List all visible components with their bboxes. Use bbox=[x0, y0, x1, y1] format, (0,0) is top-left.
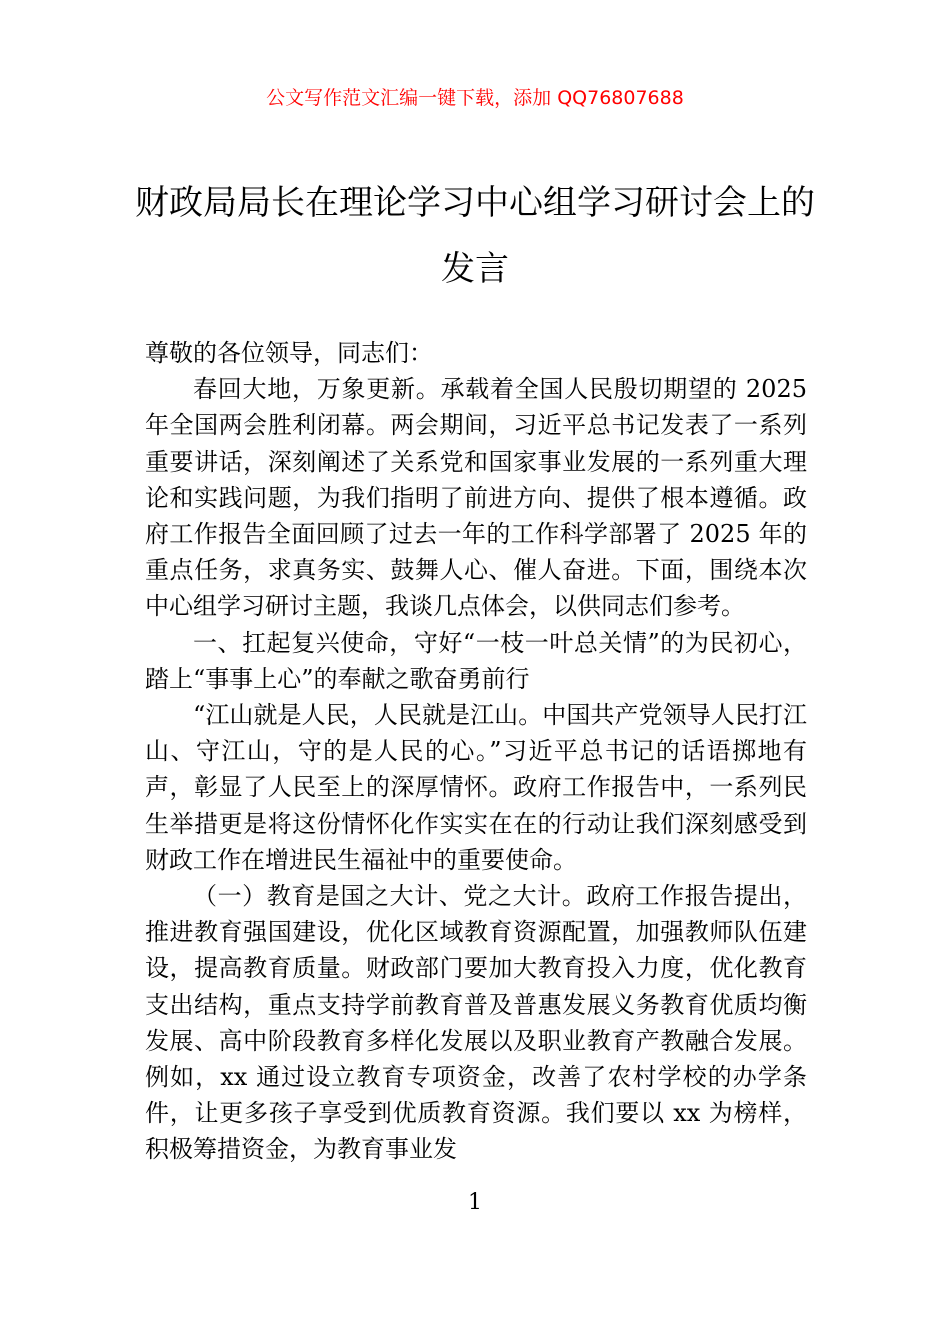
download-note: 公文写作范文汇编一键下载，添加 QQ76807688 bbox=[266, 87, 684, 109]
salutation: 尊敬的各位领导，同志们： bbox=[145, 339, 433, 367]
document-body bbox=[145, 335, 807, 1168]
paragraph-intro: 春回大地，万象更新。承载着全国人民殷切期望的 2025 年全国两会胜利闭幕。两会期间，习近平总书记发表了一系列重要讲话，深刻阐述了关系党和国家事业发展的一系列重大理论和实践问题，为我们指明了前进方向、提供了根本遵循。政府工作报告全面回顾了过去一年的工作科学部署了 2025 年的重点任务，求真务实、鼓舞人心、催人奋进。下面，围绕本次中心组学习研讨主题，我谈几点体会，以供同志们参考。 bbox=[145, 375, 807, 621]
paragraph-quote: “江山就是人民，人民就是江山。中国共产党领导人民打江山、守江山，守的是人民的心。”习近平总书记的话语掷地有声，彰显了人民至上的深厚情怀。政府工作报告中，一系列民生举措更是将这份情怀化作实实在在的行动让我们深刻感受到财政工作在增进民生福祉中的重要使命。 bbox=[145, 701, 807, 874]
page-number: 1 bbox=[468, 1190, 482, 1215]
section-heading-1: 一、扛起复兴使命，守好“一枝一叶总关情”的为民初心，踏上“事事上心”的奉献之歌奋勇前行 bbox=[145, 628, 807, 693]
document-title: 财政局局长在理论学习中心组学习研讨会上的发言 bbox=[135, 183, 815, 289]
paragraph-education: （一）教育是国之大计、党之大计。政府工作报告提出，推进教育强国建设，优化区域教育资源配置，加强教师队伍建设，提高教育质量。财政部门要加大教育投入力度，优化教育支出结构，重点支持学前教育普及普惠发展义务教育优质均衡发展、高中阶段教育多样化发展以及职业教育产教融合发展。例如，xx 通过设立教育专项资金，改善了农村学校的办学条件，让更多孩子享受到优质教育资源。我们要以 xx 为榜样，积极筹措资金，为教育事业发 bbox=[145, 882, 807, 1164]
